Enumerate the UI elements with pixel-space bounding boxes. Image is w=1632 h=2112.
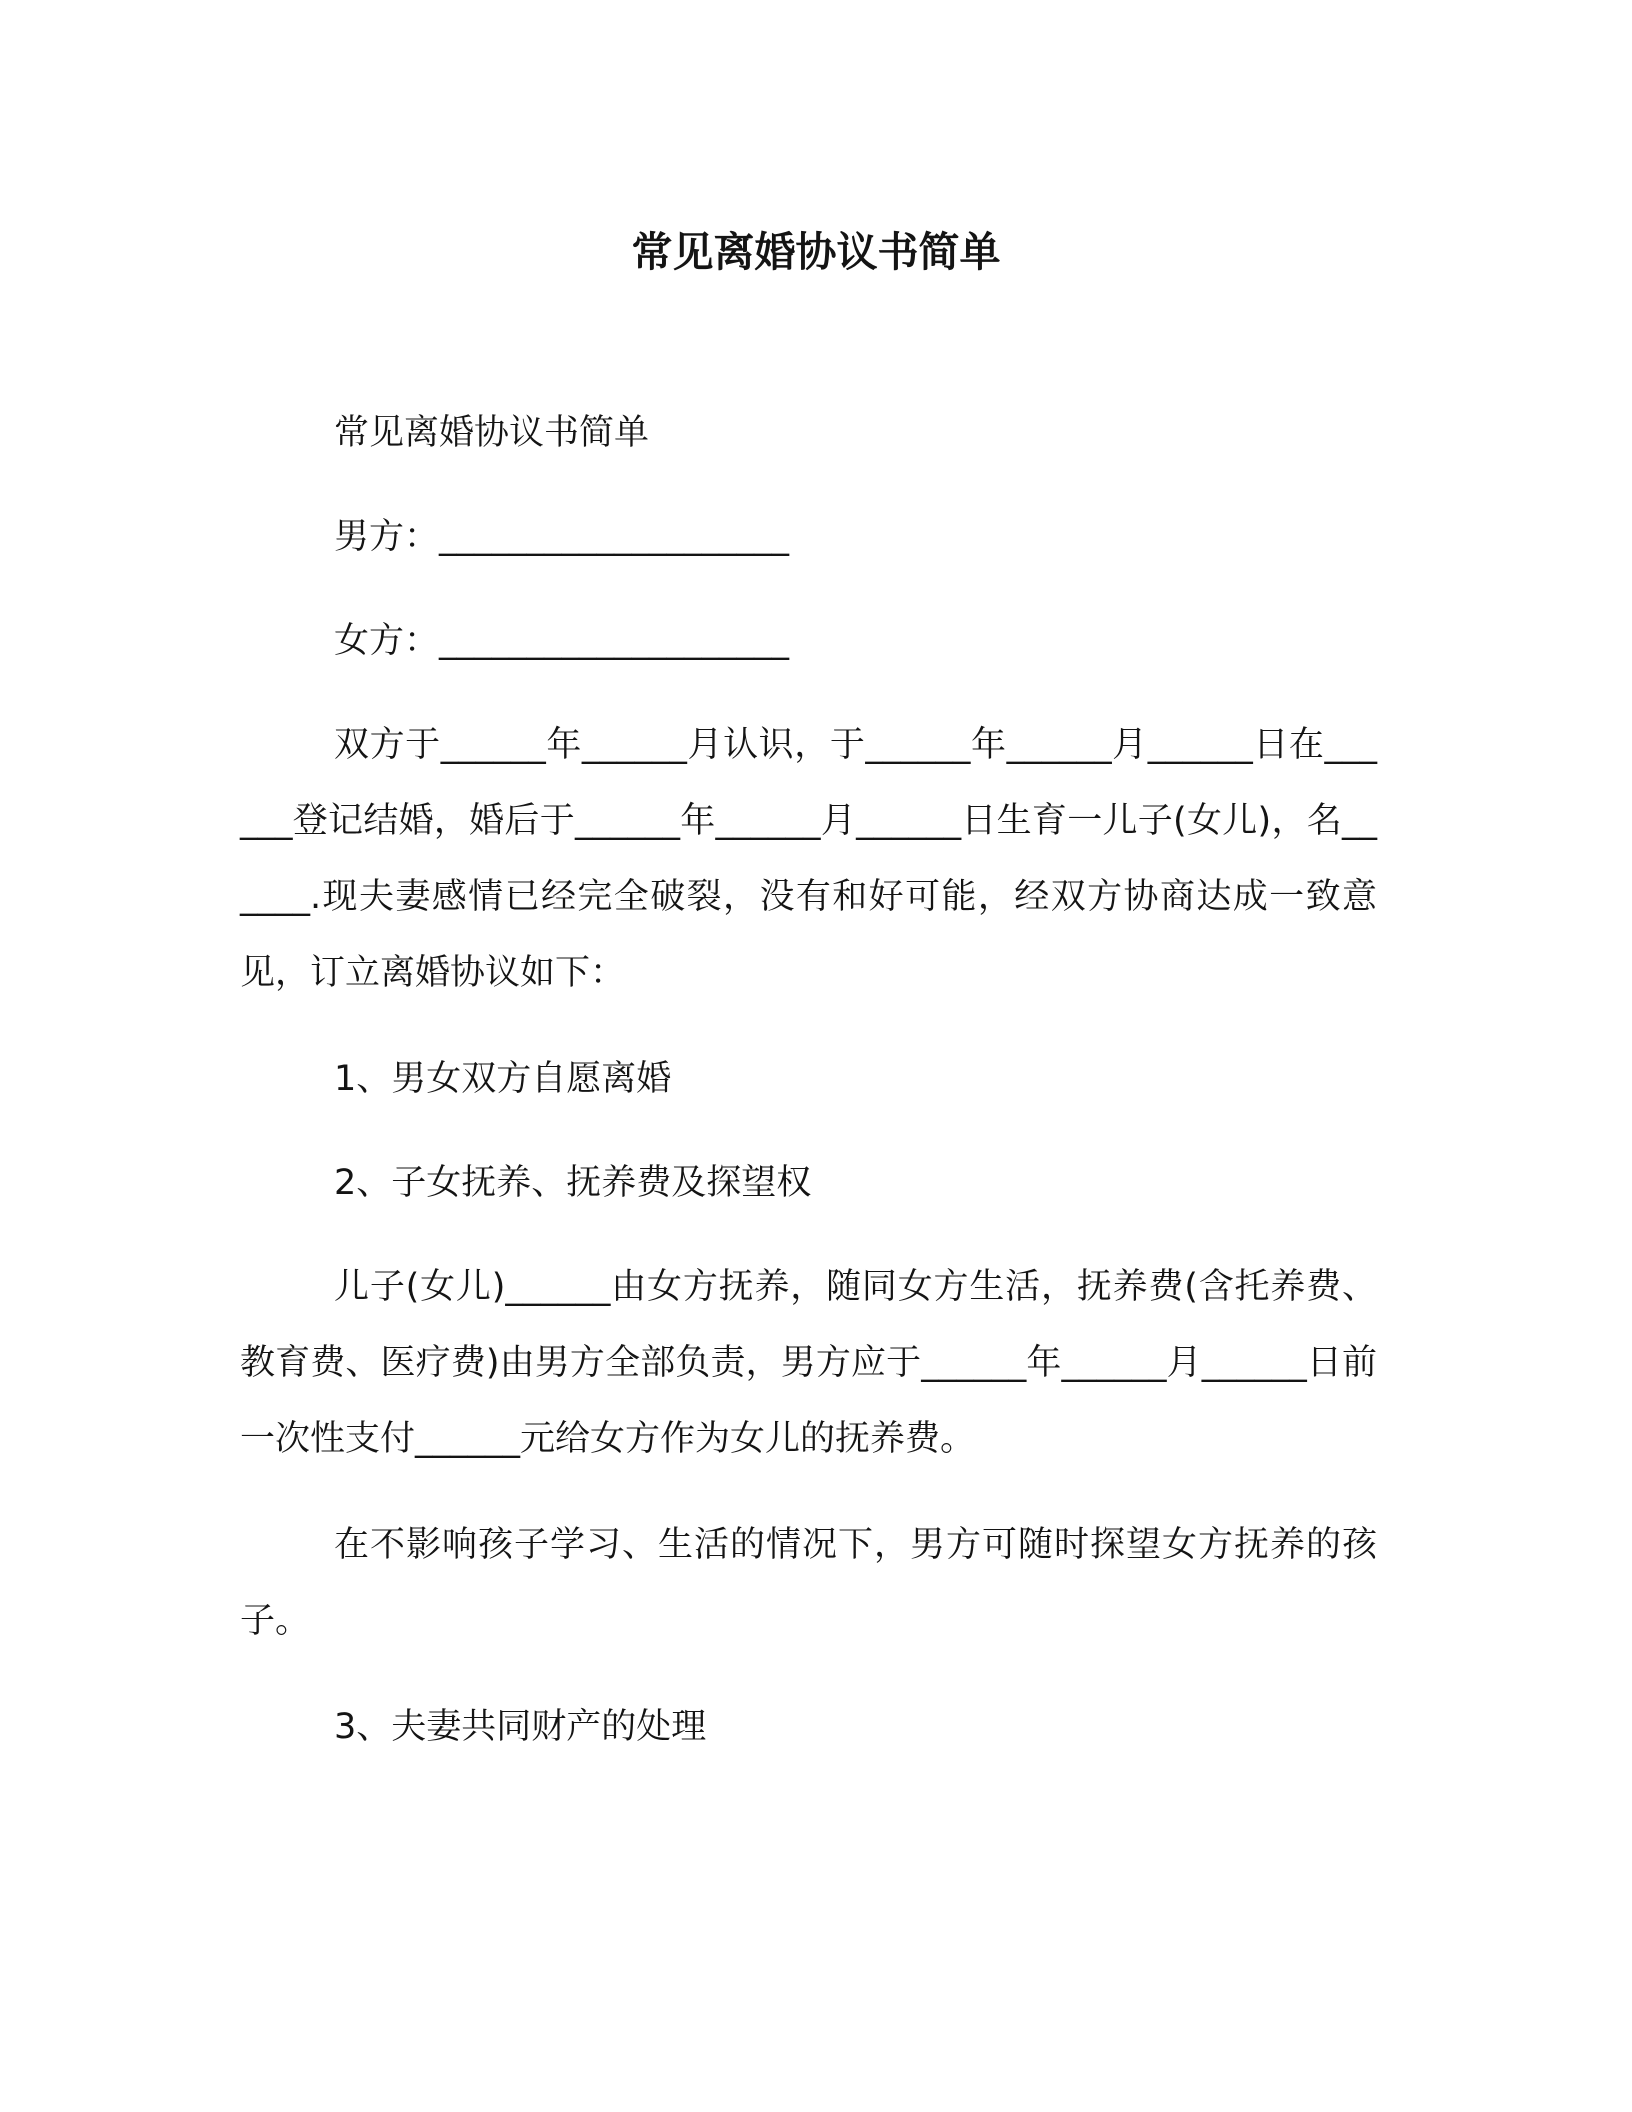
paragraph-female-party: 女方：____________________	[334, 621, 790, 661]
document-body	[240, 395, 1377, 1793]
paragraph-subtitle: 常见离婚协议书简单	[334, 413, 650, 453]
clause-3-heading: 3、夫妻共同财产的处理	[334, 1707, 707, 1747]
paragraph-preamble: 双方于______年______月认识，于______年______月______日在______登记结婚，婚后于______年______月______日生育一儿子(女儿)，名______.现夫妻感情已经完全破裂，没有和好可能，经双方协商达成一致意见，订立离婚协议如下：	[240, 725, 1377, 993]
clause-1-heading: 1、男女双方自愿离婚	[334, 1059, 672, 1099]
paragraph-visitation: 在不影响孩子学习、生活的情况下，男方可随时探望女方抚养的孩子。	[240, 1525, 1377, 1641]
paragraph-child-custody: 儿子(女儿)______由女方抚养，随同女方生活，抚养费(含托养费、教育费、医疗费)由男方全部负责，男方应于______年______月______日前一次性支付______元给女方作为女儿的抚养费。	[240, 1267, 1377, 1459]
document-title: 常见离婚协议书简单	[631, 228, 1001, 276]
paragraph-male-party: 男方：____________________	[334, 517, 790, 557]
clause-2-heading: 2、子女抚养、抚养费及探望权	[334, 1163, 812, 1203]
